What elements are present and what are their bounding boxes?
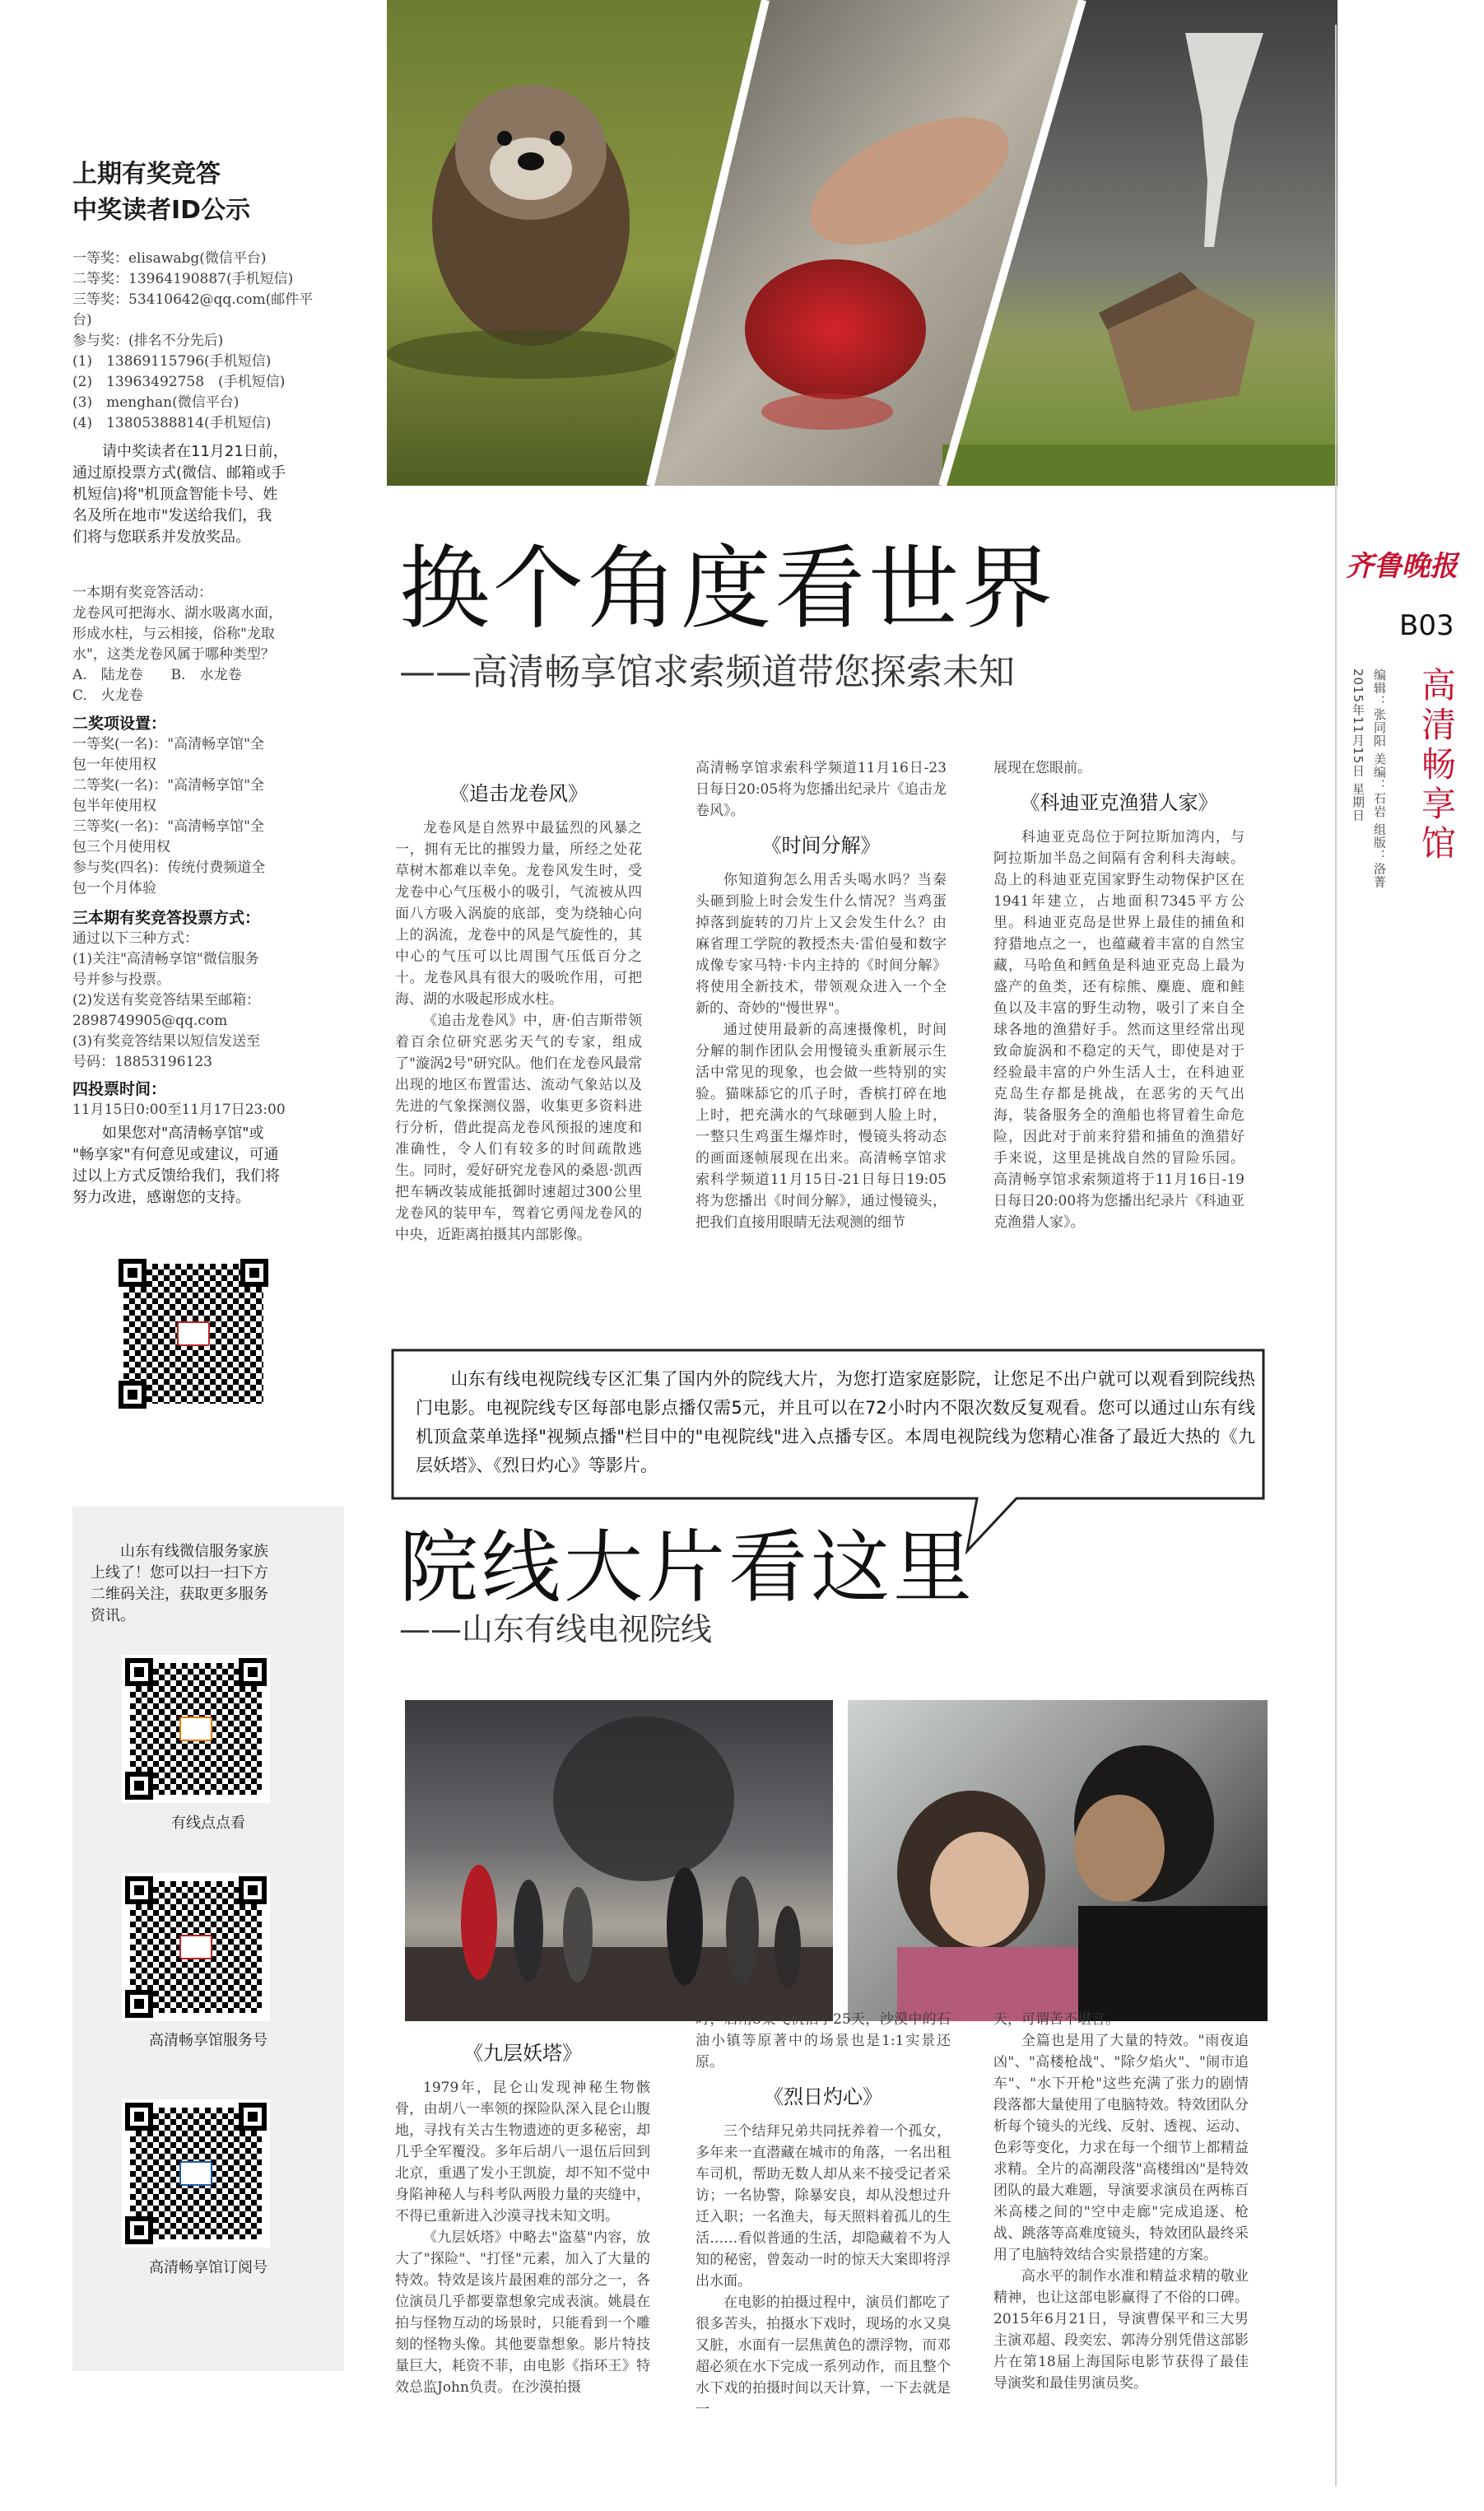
method-line: 号并参与投票。 xyxy=(72,971,170,988)
prize-line: 包一个月体验 xyxy=(72,880,156,897)
article-title: 《追击龙卷风》 xyxy=(449,782,588,805)
figure-red-coat xyxy=(461,1865,497,1980)
quiz-line: 水"，这类龙卷风属于哪种类型？ xyxy=(72,646,275,663)
qr-finder-mark xyxy=(239,1876,267,1904)
method-list xyxy=(72,929,334,1073)
winner-line: (3) menghan(微信平台) xyxy=(72,394,240,411)
feedback-line: 过以上方式反馈给我们，我们将 xyxy=(72,1167,280,1185)
article-column xyxy=(993,2009,1249,2394)
time-heading: 四投票时间： xyxy=(72,1080,167,1098)
qr-caption: 有线点点看 xyxy=(171,1815,245,1832)
prize-list xyxy=(72,734,334,899)
article-title: 《时间分解》 xyxy=(761,834,881,857)
article-paragraph: 高水平的制作水准和精益求精的敬业精神，也让这部电影赢得了不俗的口碑。2015年6月21日，导演曹保平和三大男主演邓超、段奕宏、郭涛分别凭借这部影片在第18届上海国际电影节获得了最佳导演奖和最佳男演员奖。 xyxy=(993,2268,1249,2392)
article-paragraph: 时，启用5架飞机拍了25天，沙漠中的石油小镇等原著中的场景也是1:1实景还原。 xyxy=(695,2011,951,2071)
article-column xyxy=(993,757,1244,1233)
qr-logo-icon xyxy=(179,2161,212,2186)
qr-code[interactable] xyxy=(115,1256,272,1412)
method-line: 2898749905@qq.com xyxy=(72,1013,228,1029)
child-face xyxy=(930,1832,1029,1947)
issue-date: 2015年11月15日 星期日 xyxy=(1351,669,1365,822)
prize-heading: 二奖项设置： xyxy=(72,715,167,733)
feedback-text xyxy=(72,1123,334,1209)
notice-line: 通过原投票方式(微信、邮箱或手 xyxy=(72,464,286,482)
movie-still-art xyxy=(848,1700,1268,2021)
article-paragraph: 高清畅享馆求索科学频道11月16日-23日每日20:05将为您播出纪录片《追击龙卷风》。 xyxy=(695,760,947,819)
claim-notice xyxy=(72,441,334,548)
method-line: 号码：18853196123 xyxy=(72,1054,212,1070)
article-paragraph: 全篇也是用了大量的特效。"雨夜追凶"、"高楼枪战"、"除夕焰火"、"闹市追车"、"水下开枪"这些充满了张力的剧情段落都大量使用了电脑特效。特效团队分析每个镜头的光线、反射、透视、运动、色彩等变化，力求在每一个细节上都精益求精。全片的高潮段落"高楼缉凶"是特效团队的最大难题，导演要求演员在两栋百米高楼之间的"空中走廊"完成追逐、枪战、跳落等高难度镜头，特效团队最终采用了电脑特效结合实景搭建的方案。 xyxy=(993,2033,1249,2263)
feedback-line: 努力改进，感谢您的支持。 xyxy=(72,1189,250,1206)
prize-line: 一等奖(一名)："高清畅享馆"全 xyxy=(72,736,264,752)
box-text-line: 二维码关注，获取更多服务 xyxy=(91,1586,268,1603)
feedback-line: 如果您对"高清畅享馆"或 xyxy=(72,1125,264,1142)
article-title: 《九层妖塔》 xyxy=(463,2042,582,2065)
red-splash-shadow xyxy=(761,394,893,430)
article-paragraph: 展现在您眼前。 xyxy=(993,760,1091,776)
qr-code[interactable] xyxy=(122,2099,270,2248)
time-value: 11月15日0:00至11月17日23:00 xyxy=(72,1102,286,1118)
article-paragraph: 科迪亚克岛位于阿拉斯加湾内，与阿拉斯加半岛之间隔有舍利科夫海峡。岛上的科迪亚克国家野生动物保护区在1941年建立，占地面积7345平方公里。科迪亚克岛是世界上最佳的捕鱼和狩猎地点之一，也蕴藏着丰富的自然宝藏，马哈鱼和鳕鱼是科迪亚克岛上最为盛产的鱼类，还有棕熊、麋鹿、鹿和鲑鱼以及丰富的野生动物，吸引了来自全球各地的渔猎好手。然而这里经常出现致命旋涡和不稳定的天气，即使是对于经验最丰富的户外生活人士，在科迪亚克岛生存都是挑战，在恶劣的天气出海，装备服务全的渔船也将冒着生命危险，因此对于前来狩猎和捕鱼的渔猎好手来说，这里是挑战自然的冒险乐园。高清畅享馆求索频道将于11月16日-19日每日20:00将为您播出纪录片《科迪亚克渔猎人家》。 xyxy=(993,829,1244,1231)
notice-line: 机短信)将"机顶盒智能卡号、姓 xyxy=(72,486,278,503)
qr-finder-mark xyxy=(119,1381,147,1409)
qr-logo-icon xyxy=(179,1935,212,1959)
article-paragraph: 《九层妖塔》中略去"盗墓"内容，放大了"探险"、"打怪"元素，加入了大量的特效。特效是该片最困难的部分之一，各位演员几乎都要靠想象完成表演。姚晨在拍与怪物互动的场景时，只能看到一个雕刻的怪物头像。其他要靠想象。影片特技量巨大，耗资不菲，由电影《指环王》特效总监John负责。在沙漠拍摄 xyxy=(395,2229,650,2396)
movie-still-nine-tower xyxy=(405,1700,833,2021)
qr-finder-mark xyxy=(119,1259,147,1287)
man-face xyxy=(1074,1795,1165,1902)
right-rule xyxy=(1335,25,1337,2486)
winner-list xyxy=(72,249,334,434)
article-paragraph: 三个结拜兄弟共同抚养着一个孤女，多年来一直潜藏在城市的角落，一名出租车司机，帮助无数人却从来不接受记者采访；一名协警，除暴安良，却从没想过升迁入职；一名渔夫，每天照料着孤儿的生活……看似普通的生活，却隐藏着不为人知的秘密，曾轰动一时的惊天大案即将浮出水面。 xyxy=(695,2123,951,2290)
notice-line: 请中奖读者在11月21日前， xyxy=(72,443,288,460)
man-jacket xyxy=(1078,1906,1268,2021)
article-paragraph: 通过使用最新的高速摄像机，时间分解的制作团队会用慢镜头重新展示生活中常见的现象，也会做一些特别的实验。猫咪舔它的爪子时，香槟打碎在地上时，把充满水的气球砸到人脸上时，一整只生鸡蛋生爆炸时，慢镜头将动态的画面逐帧展现在出来。高清畅享馆求索科学频道11月15日-21日每日19:05将为您播出《时间分解》，通过慢镜头，把我们直接用眼睛无法观测的细节 xyxy=(695,1022,947,1231)
figure xyxy=(775,1906,801,1988)
qr-finder-mark xyxy=(125,1658,153,1686)
qr-logo-icon xyxy=(179,1717,212,1741)
prize-line: 包一年使用权 xyxy=(72,757,156,773)
qr-finder-mark xyxy=(125,1990,153,2018)
prize-line: 参与奖(四名)：传统付费频道全 xyxy=(72,860,266,876)
figure xyxy=(726,1876,759,1985)
quiz-line: C. 火龙卷 xyxy=(72,687,143,704)
grass-field xyxy=(942,445,1337,486)
article-column xyxy=(695,2009,951,2420)
qr-finder-mark xyxy=(239,1658,267,1686)
figure xyxy=(563,1887,593,1982)
winner-line: (4) 13805388814(手机短信) xyxy=(72,415,272,431)
quiz-line: A. 陆龙卷 B. 水龙卷 xyxy=(72,667,242,683)
page-number: B03 xyxy=(1399,609,1454,642)
water-ripple xyxy=(387,329,675,379)
feature2-subhead: ——山东有线电视院线 xyxy=(399,1611,713,1647)
winner-line: 一等奖：elisawabg(微信平台) xyxy=(72,250,267,267)
movie-still-scorching-sun xyxy=(848,1700,1268,2021)
figure xyxy=(667,1867,703,1986)
winner-line: 台) xyxy=(72,312,92,328)
qr-caption: 高清畅享馆订阅号 xyxy=(149,2259,267,2276)
article-column xyxy=(395,770,642,1246)
feature1-subhead: ——高清畅享馆求索频道带您探索未知 xyxy=(399,651,1015,693)
box-text-line: 上线了！您可以扫一扫下方 xyxy=(91,1564,268,1582)
method-line: (3)有奖竞答结果以短信发送至 xyxy=(72,1033,261,1050)
method-heading: 三本期有奖竞答投票方式： xyxy=(72,909,261,927)
feedback-line: "畅享家"有何意见或建议，可通 xyxy=(72,1146,279,1163)
winner-line: 二等奖：13964190887(手机短信) xyxy=(72,271,294,287)
box-text-line: 资讯。 xyxy=(91,1607,135,1624)
article-paragraph: 在电影的拍摄过程中，演员们都吃了很多苦头，拍摄水下戏时，现场的水又臭又脏，水面有一层焦黄色的漂浮物，而邓超必须在水下完成一系列动作，而且整个水下戏的拍摄时间以天计算，一下去就是一 xyxy=(695,2294,951,2418)
quiz-line: 一本期有奖竞答活动： xyxy=(72,585,212,601)
title-line-1: 上期有奖竞答 xyxy=(72,160,221,189)
article-paragraph: 你知道狗怎么用舌头喝水吗？当秦头砸到脸上时会发生什么情况？当鸡蛋掉落到旋转的刀片上又会发生什么？由麻省理工学院的教授杰夫·雷伯曼和数字成像专家马特·卡内主持的《时间分解》将使用全新技术，带领观众进入一个全新的、奇妙的"慢世界"。 xyxy=(695,872,947,1017)
winner-line: (1) 13869115796(手机短信) xyxy=(72,353,272,370)
quiz-line: 龙卷风可把海水、湖水吸离水面， xyxy=(72,605,282,622)
article-title: 《烈日灼心》 xyxy=(764,2085,882,2108)
prize-line: 二等奖(一名)："高清畅享馆"全 xyxy=(72,777,264,794)
quiz-winners-title xyxy=(72,156,250,229)
qr-finder-mark xyxy=(125,1772,153,1800)
winner-line: 参与奖：(排名不分先后) xyxy=(72,333,224,349)
figure xyxy=(514,1880,543,1982)
qr-finder-mark xyxy=(240,1259,268,1287)
winner-line: 三等奖：53410642@qq.com(邮件平 xyxy=(72,291,314,308)
notice-line: 名及所在地市"发送给我们，我 xyxy=(72,507,272,524)
otter-eye xyxy=(550,131,565,146)
qr-code[interactable] xyxy=(122,1655,270,1803)
quiz-line: 形成水柱，与云相接，俗称"龙取 xyxy=(72,626,275,642)
feature1-headline: 换个角度看世界 xyxy=(399,536,1056,641)
article-paragraph: 《追击龙卷风》中，唐·伯吉斯带领着百余位研究恶劣天气的专家，组成了"漩涡2号"研究队。他们在龙卷风最常出现的地区布置雷达、流动气象站以及先进的气象探测仪器，收集更多资料进行分析，借此提高龙卷风预报的速度和准确性，令人们有较多的时间疏散逃生。同时，爱好研究龙卷风的桑恩·凯西把车辆改装成能抵御时速超过300公里龙卷风的装甲车，驾着它勇闯龙卷风的中央，近距离拍摄其内部影像。 xyxy=(395,1013,642,1243)
otter-eye xyxy=(497,131,512,146)
notice-line: 们将与您联系并发放奖品。 xyxy=(72,529,250,546)
box-text-line: 山东有线微信服务家族 xyxy=(91,1543,268,1560)
red-splash xyxy=(745,259,926,399)
nature-photo-collage xyxy=(366,0,1337,486)
method-line: (2)发送有奖竞答结果至邮箱： xyxy=(72,992,261,1009)
wechat-box-text xyxy=(91,1541,329,1627)
qr-finder-mark xyxy=(125,1876,153,1904)
monster-silhouette xyxy=(553,1717,734,1881)
winner-line: (2) 13963492758 (手机短信) xyxy=(72,374,286,390)
qr-logo-icon xyxy=(177,1321,210,1346)
newspaper-brand-logo: 齐鲁晚报 xyxy=(1346,550,1458,583)
article-paragraph: 天，可谓苦不堪言。 xyxy=(993,2011,1119,2028)
qr-code[interactable] xyxy=(122,1873,270,2021)
prize-line: 三等奖(一名)："高清畅享馆"全 xyxy=(72,818,264,835)
article-column xyxy=(695,757,947,1233)
article-paragraph: 1979年，昆仑山发现神秘生物骸骨，由胡八一率领的探险队深入昆仑山腹地，寻找有关古生物遗迹的更多秘密，却几乎全军覆没。多年后胡八一退伍后回到北京，重遇了发小王凯旋，却不知不觉中身陷神秘人与科考队两股力量的夹缝中，不得已重新进入沙漠寻找未知文明。 xyxy=(395,2080,650,2224)
qr-finder-mark xyxy=(125,2103,153,2131)
section-title: 高清畅享馆 xyxy=(1417,667,1457,864)
qr-finder-mark xyxy=(239,2103,267,2131)
title-line-2: 中奖读者ID公示 xyxy=(72,196,251,225)
cinema-intro: 山东有线电视院线专区汇集了国内外的院线大片，为您打造家庭影院，让您足不出户就可以观看到院线热门电影。电视院线专区每部电影点播仅需5元，并且可以在72小时内不限次数反复观看。您可以通过山东有线机顶盒菜单选择"视频点播"栏目中的"电视院线"进入点播专区。本周电视院线为您精心准备了最近大热的《九层妖塔》、《烈日灼心》等影片。 xyxy=(416,1369,1255,1475)
feature2-headline: 院线大片看这里 xyxy=(399,1521,975,1614)
article-title: 《科迪亚克渔猎人家》 xyxy=(1020,791,1218,814)
article-column xyxy=(395,2029,650,2398)
editor-credits: 编辑：张同阳 美编：石岩 组版：洛菁 xyxy=(1372,669,1387,889)
otter-nose xyxy=(518,152,544,170)
wechat-service-box xyxy=(72,1507,344,2371)
quiz-question xyxy=(72,583,334,706)
article-paragraph: 龙卷风是自然界中最猛烈的风暴之一，拥有无比的摧毁力量，所经之处花草树木都难以幸免。龙卷风发生时，受龙卷中心气压极小的吸引，气流被从四面八方吸入涡旋的底部，变为绕轴心向上的涡流，龙卷中的风是气旋性的，其中心的气压可以比周围气压低百分之十。龙卷风具有很大的吸吮作用，可把海、湖的水吸起形成水柱。 xyxy=(395,820,642,1008)
prize-line: 包三个月使用权 xyxy=(72,839,170,855)
qr-finder-mark xyxy=(125,2216,153,2244)
prize-line: 包半年使用权 xyxy=(72,798,156,814)
qr-caption: 高清畅享馆服务号 xyxy=(149,2032,267,2049)
method-line: (1)关注"高清畅享馆"微信服务 xyxy=(72,951,259,967)
movie-still-art xyxy=(405,1700,833,2021)
method-line: 通过以下三种方式： xyxy=(72,930,198,947)
